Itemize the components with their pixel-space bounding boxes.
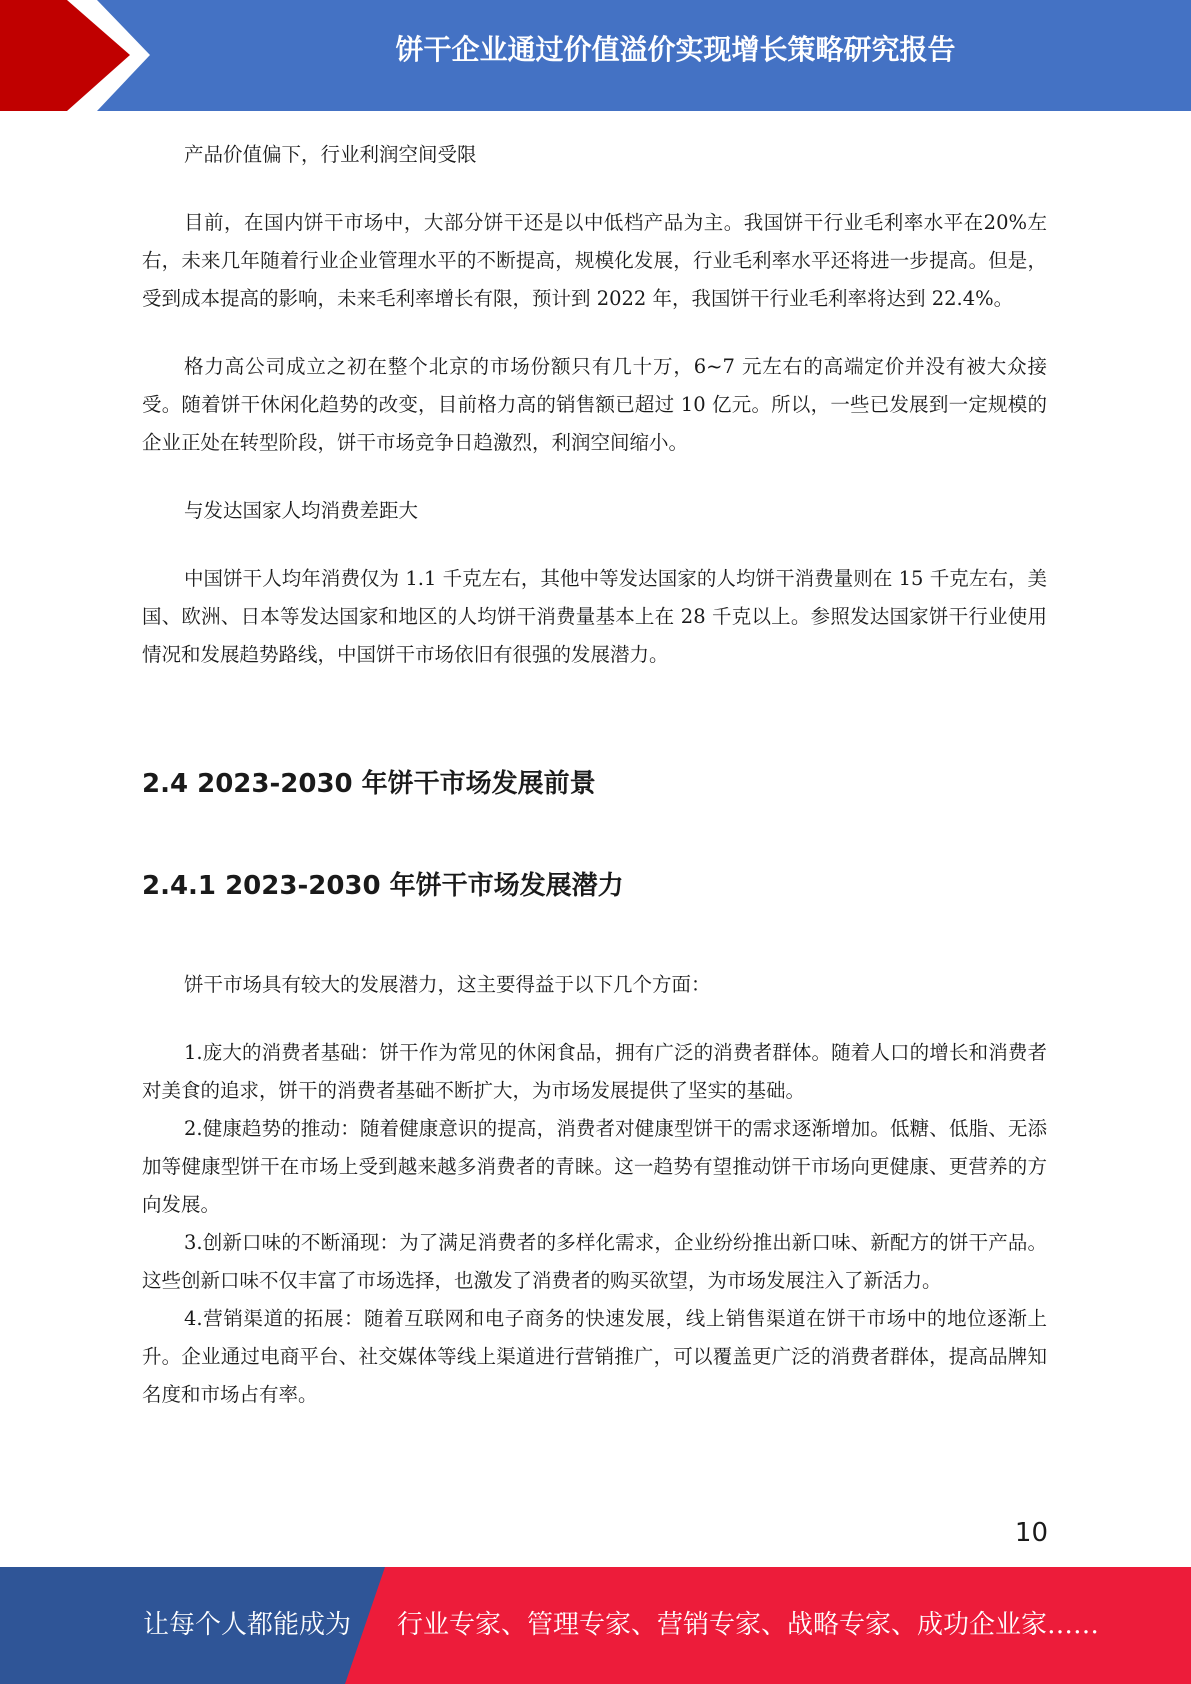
list-item-consumer-base: 1.庞大的消费者基础：饼干作为常见的休闲食品，拥有广泛的消费者群体。随着人口的增长和消费者对美食的追求，饼干的消费者基础不断扩大，为市场发展提供了坚实的基础。 — [142, 1041, 1047, 1102]
page-footer — [0, 1567, 1191, 1684]
page-header — [0, 0, 1191, 111]
page-number: 10 — [1014, 1518, 1048, 1548]
paragraph-gross-margin: 目前，在国内饼干市场中，大部分饼干还是以中低档产品为主。我国饼干行业毛利率水平在20%左右，未来几年随着行业企业管理水平的不断提高，规模化发展，行业毛利率水平还将进一步提高。但是，受到成本提高的影响，未来毛利率增长有限，预计到 2022 年，我国饼干行业毛利率将达到 22.4%。 — [142, 211, 1047, 310]
footer-slogan-right: 行业专家、管理专家、营销专家、战略专家、成功企业家…… — [397, 1610, 1100, 1640]
list-item-new-flavors: 3.创新口味的不断涌现：为了满足消费者的多样化需求，企业纷纷推出新口味、新配方的饼干产品。这些创新口味不仅丰富了市场选择，也激发了消费者的购买欲望，为市场发展注入了新活力。 — [142, 1231, 1047, 1292]
page-content — [142, 136, 1047, 1414]
section-heading-2-4: 2.4 2023-2030 年饼干市场发展前景 — [142, 769, 596, 799]
report-title: 饼干企业通过价值溢价实现增长策略研究报告 — [395, 33, 956, 66]
subheading-consumption-gap: 与发达国家人均消费差距大 — [184, 499, 419, 522]
section-heading-2-4-1: 2.4.1 2023-2030 年饼干市场发展潜力 — [142, 871, 624, 901]
paragraph-glico: 格力高公司成立之初在整个北京的市场份额只有几十万，6~7 元左右的高端定价并没有被大众接受。随着饼干休闲化趋势的改变，目前格力高的销售额已超过 10 亿元。所以，一些已发展到一定规模的企业正处在转型阶段，饼干市场竞争日趋激烈，利润空间缩小。 — [142, 355, 1047, 454]
footer-slogan-left: 让每个人都能成为 — [143, 1610, 352, 1640]
list-item-marketing-channels: 4.营销渠道的拓展：随着互联网和电子商务的快速发展，线上销售渠道在饼干市场中的地位逐渐上升。企业通过电商平台、社交媒体等线上渠道进行营销推广，可以覆盖更广泛的消费者群体，提高品牌知名度和市场占有率。 — [142, 1307, 1047, 1406]
list-item-health-trend: 2.健康趋势的推动：随着健康意识的提高，消费者对健康型饼干的需求逐渐增加。低糖、低脂、无添加等健康型饼干在市场上受到越来越多消费者的青睐。这一趋势有望推动饼干市场向更健康、更营养的方向发展。 — [142, 1117, 1047, 1216]
paragraph-intro: 饼干市场具有较大的发展潜力，这主要得益于以下几个方面： — [184, 973, 711, 996]
paragraph-per-capita: 中国饼干人均年消费仅为 1.1 千克左右，其他中等发达国家的人均饼干消费量则在 15 千克左右，美国、欧洲、日本等发达国家和地区的人均饼干消费量基本上在 28 千克以上。参照发达国家饼干行业使用情况和发展趋势路线，中国饼干市场依旧有很强的发展潜力。 — [142, 567, 1047, 666]
subheading-profit-space: 产品价值偏下，行业利润空间受限 — [184, 143, 477, 166]
